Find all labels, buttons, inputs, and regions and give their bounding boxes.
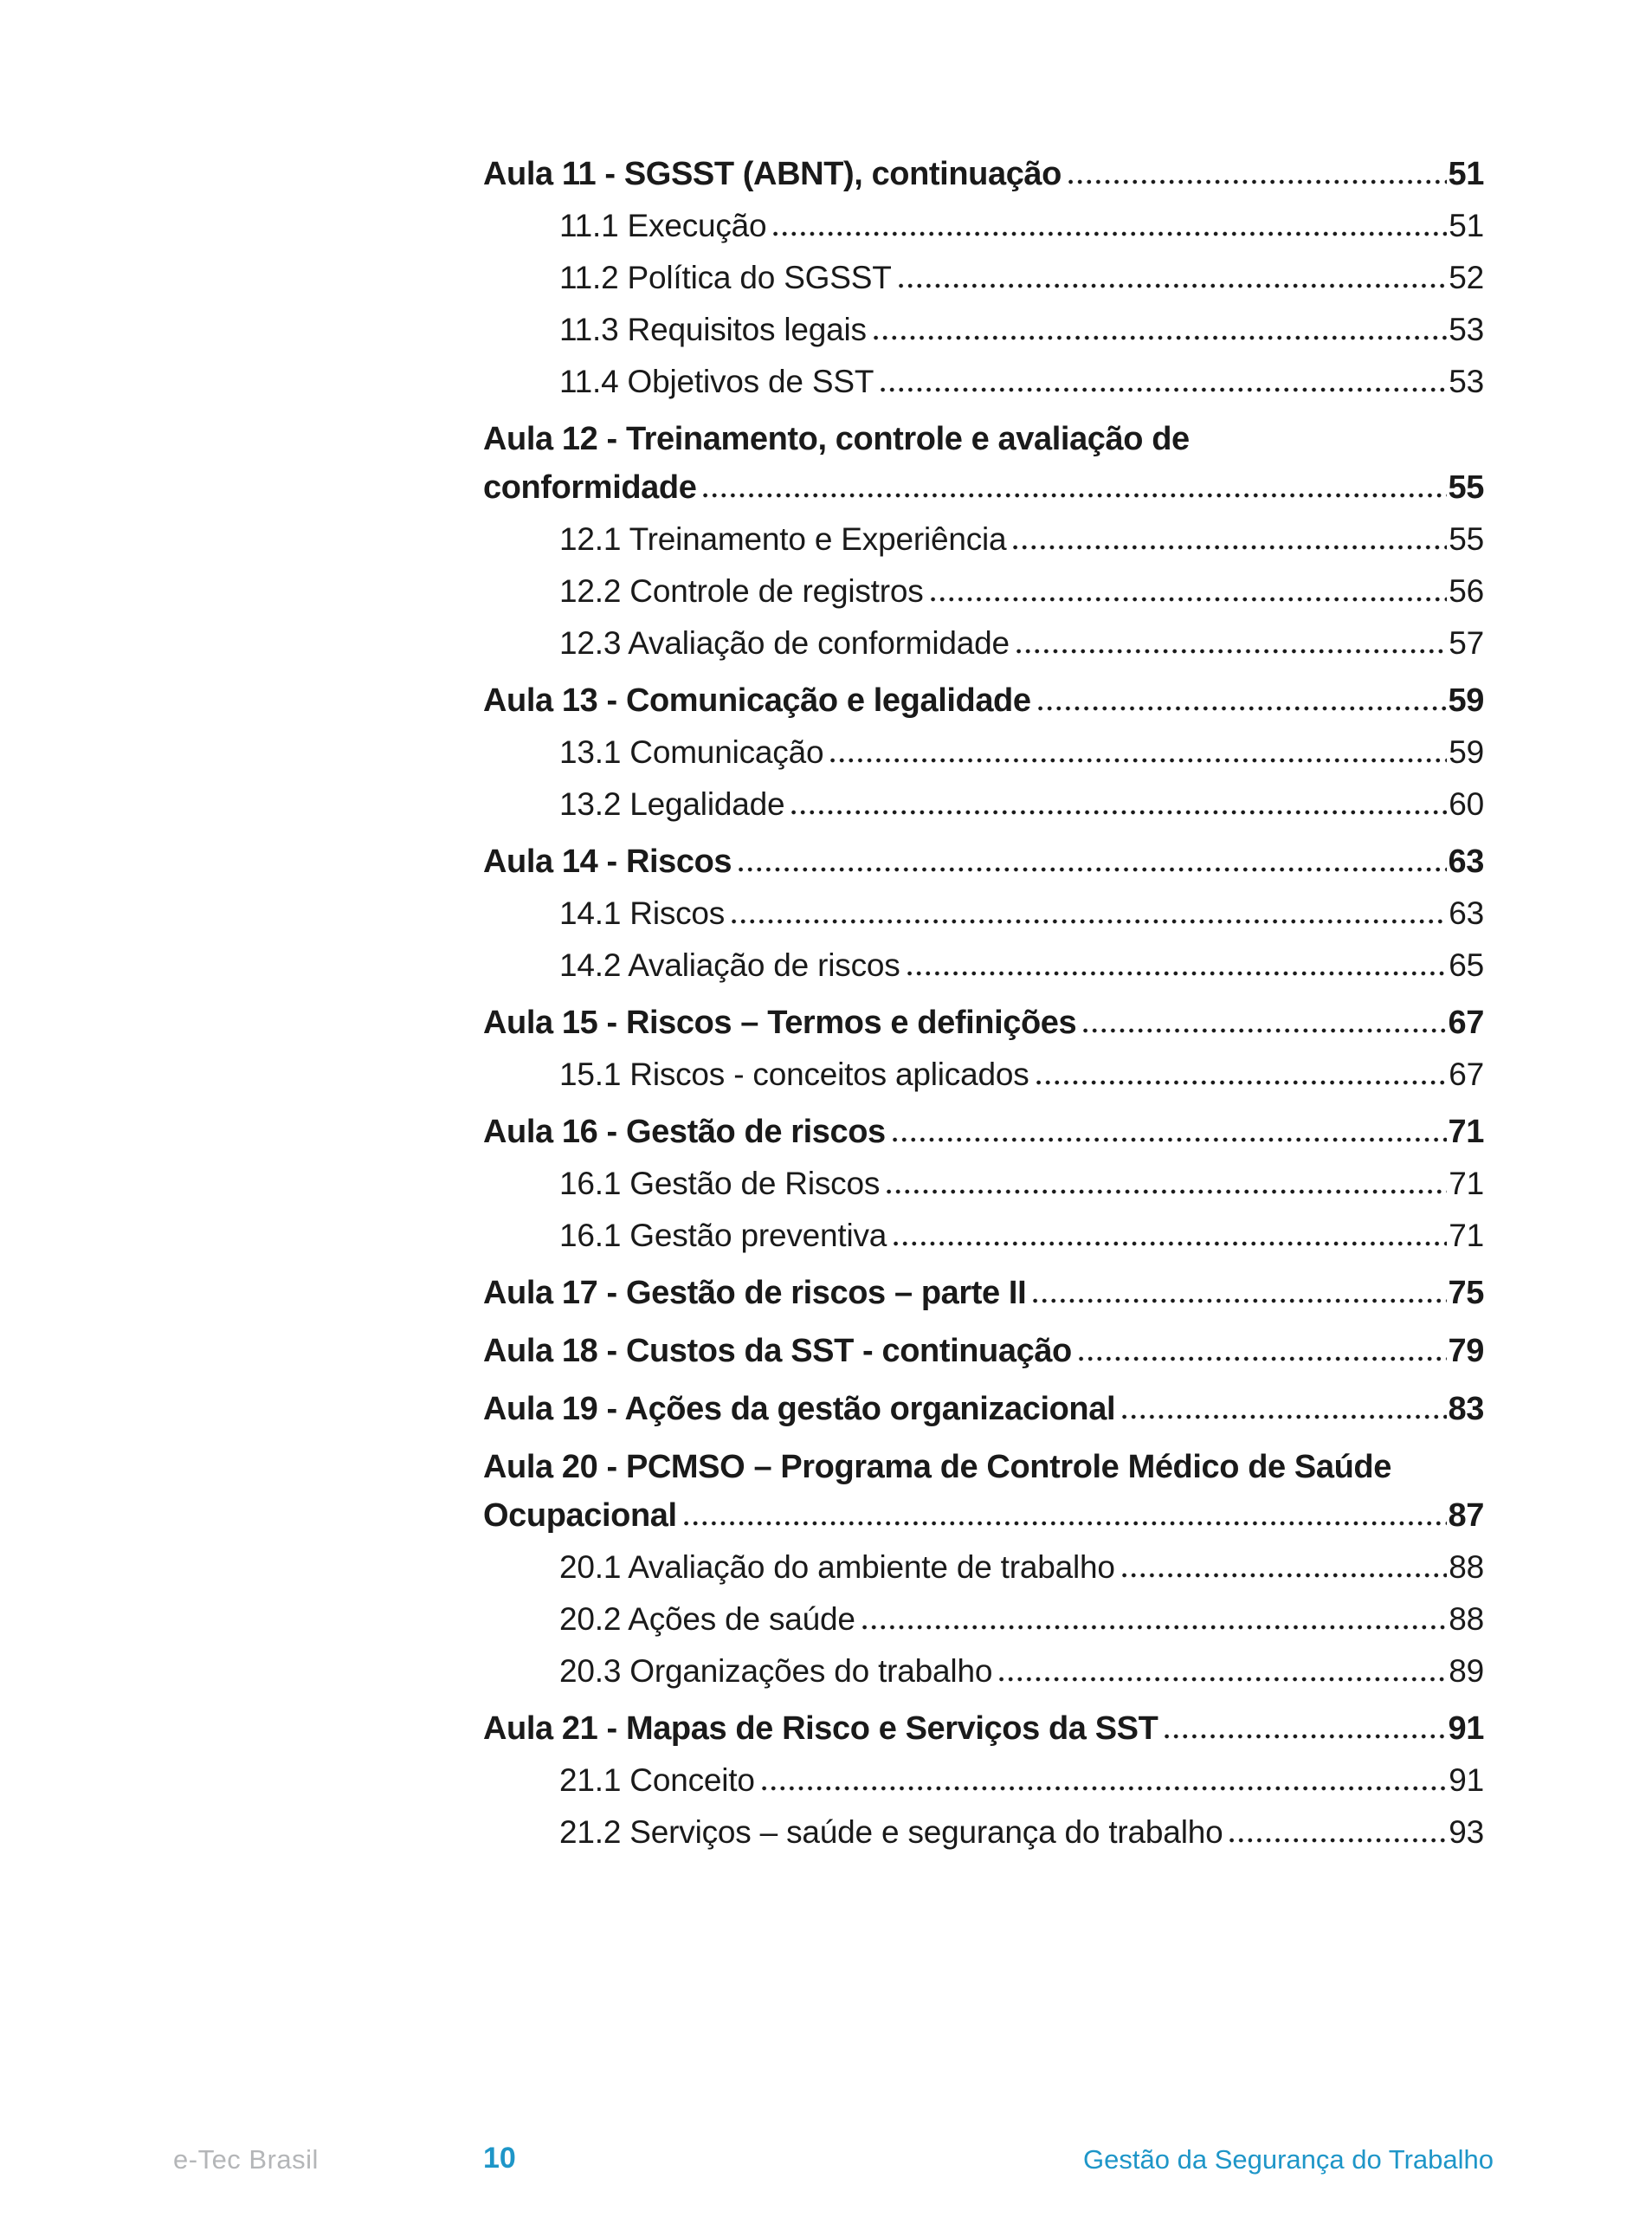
dot-leader: [881, 387, 1447, 392]
section-title: Aula 16 - Gestão de riscos: [483, 1114, 886, 1150]
page-number: 65: [1449, 947, 1484, 983]
dot-leader: [894, 1241, 1447, 1246]
course-title: Gestão da Segurança do Trabalho: [1083, 2144, 1494, 2175]
page-number: 83: [1448, 1391, 1484, 1427]
subsection-title: 20.3 Organizações do trabalho: [559, 1653, 993, 1689]
toc-section-heading: [483, 1335, 1484, 1367]
toc-subsection-row: [483, 897, 1484, 929]
toc-section-heading: [483, 158, 1484, 191]
page-number: 87: [1448, 1497, 1484, 1534]
section-title: Aula 14 - Riscos: [483, 843, 732, 880]
page-number: 71: [1449, 1166, 1484, 1201]
subsection-title: 12.2 Controle de registros: [559, 573, 924, 609]
dot-leader: [1013, 545, 1447, 550]
toc-subsection-row: [483, 736, 1484, 768]
subsection-title: 13.1 Comunicação: [559, 734, 824, 770]
subsection-title: 12.1 Treinamento e Experiência: [559, 521, 1007, 557]
toc-section: [483, 1277, 1484, 1309]
dot-leader: [1016, 649, 1447, 654]
toc-section-heading: [483, 1115, 1484, 1148]
dot-leader: [739, 867, 1446, 872]
toc-subsection-row: [483, 523, 1484, 555]
toc-subsection-row: [483, 627, 1484, 659]
page-number: 89: [1449, 1653, 1484, 1689]
page-number: 53: [1449, 364, 1484, 399]
toc-section: [483, 1393, 1484, 1425]
subsection-title: 12.3 Avaliação de conformidade: [559, 625, 1010, 661]
page-number: 91: [1448, 1710, 1484, 1747]
subsection-title: 16.1 Gestão preventiva: [559, 1218, 887, 1253]
section-title: Aula 13 - Comunicação e legalidade: [483, 682, 1031, 719]
dot-leader: [830, 758, 1447, 763]
toc-section: [483, 158, 1484, 398]
dot-leader: [887, 1189, 1447, 1194]
toc-subsection-row: [483, 365, 1484, 398]
dot-leader: [791, 810, 1447, 815]
subsection-title: 20.2 Ações de saúde: [559, 1601, 855, 1637]
dot-leader: [762, 1786, 1448, 1791]
page-number: 59: [1448, 682, 1484, 719]
subsection-title: 14.1 Riscos: [559, 895, 726, 931]
subsection-title: 11.4 Objetivos de SST: [559, 364, 874, 399]
dot-leader: [1083, 1028, 1446, 1033]
dot-leader: [999, 1677, 1447, 1682]
page-number: 63: [1449, 895, 1484, 931]
section-title: Aula 17 - Gestão de riscos – parte II: [483, 1275, 1027, 1311]
dot-leader: [907, 971, 1448, 976]
dot-leader: [1122, 1414, 1446, 1419]
toc-subsection-row: [483, 210, 1484, 242]
page-footer: [0, 2139, 1652, 2191]
page-number: 60: [1449, 786, 1484, 822]
dot-leader: [732, 919, 1447, 924]
dot-leader: [1165, 1734, 1446, 1739]
toc-section: [483, 423, 1484, 659]
page-number: 71: [1449, 1218, 1484, 1253]
page-number: 55: [1449, 521, 1484, 557]
dot-leader: [893, 1137, 1447, 1142]
section-title: conformidade: [483, 469, 697, 506]
page-number: 79: [1448, 1333, 1484, 1369]
toc-section: [483, 684, 1484, 820]
page-number: 88: [1449, 1601, 1484, 1637]
toc-section-heading: [483, 845, 1484, 878]
subsection-title: 20.1 Avaliação do ambiente de trabalho: [559, 1549, 1115, 1585]
dot-leader: [1068, 179, 1447, 184]
toc-subsection-row: [483, 1655, 1484, 1687]
dot-leader: [1079, 1356, 1447, 1361]
page-number: 71: [1448, 1114, 1484, 1150]
toc-subsection-row: [483, 949, 1484, 981]
toc-section-heading: [483, 684, 1484, 717]
page-number: 75: [1448, 1275, 1484, 1311]
section-title: Aula 18 - Custos da SST - continuação: [483, 1333, 1072, 1369]
subsection-title: 11.1 Execução: [559, 208, 767, 243]
toc-section-heading: [483, 1451, 1484, 1483]
toc-subsection-row: [483, 1603, 1484, 1635]
toc-subsection-row: [483, 1816, 1484, 1848]
page-number: 93: [1449, 1814, 1484, 1850]
toc-section-heading: [483, 471, 1484, 504]
toc-section: [483, 1115, 1484, 1251]
table-of-contents: [483, 158, 1484, 1873]
toc-section: [483, 845, 1484, 981]
page-number: 51: [1448, 156, 1484, 192]
toc-section-heading: [483, 1499, 1484, 1532]
page-number: 55: [1448, 469, 1484, 506]
dot-leader: [703, 493, 1446, 498]
toc-section: [483, 1451, 1484, 1687]
subsection-title: 21.2 Serviços – saúde e segurança do trabalho: [559, 1814, 1223, 1850]
subsection-title: 13.2 Legalidade: [559, 786, 785, 822]
subsection-title: 14.2 Avaliação de riscos: [559, 947, 900, 983]
page-number: 88: [1449, 1549, 1484, 1585]
section-title: Aula 11 - SGSST (ABNT), continuação: [483, 156, 1062, 192]
dot-leader: [899, 283, 1448, 288]
section-title: Aula 21 - Mapas de Risco e Serviços da SST: [483, 1710, 1158, 1747]
toc-subsection-row: [483, 788, 1484, 820]
subsection-title: 11.3 Requisitos legais: [559, 312, 867, 347]
page-number: 91: [1449, 1762, 1484, 1798]
toc-subsection-row: [483, 1219, 1484, 1251]
dot-leader: [874, 335, 1447, 340]
toc-section: [483, 1006, 1484, 1090]
section-title: Aula 19 - Ações da gestão organizacional: [483, 1391, 1116, 1427]
etec-brasil-brand: e-Tec Brasil: [173, 2144, 319, 2175]
page-number: 56: [1449, 573, 1484, 609]
dot-leader: [1036, 1080, 1448, 1085]
dot-leader: [1229, 1838, 1447, 1843]
subsection-title: 16.1 Gestão de Riscos: [559, 1166, 881, 1201]
dot-leader: [1033, 1298, 1446, 1303]
toc-section-heading: [483, 423, 1484, 456]
page-number: 59: [1449, 734, 1484, 770]
toc-section: [483, 1712, 1484, 1848]
page-number: 67: [1448, 1005, 1484, 1041]
dot-leader: [862, 1625, 1447, 1630]
toc-subsection-row: [483, 1764, 1484, 1796]
page-number: 53: [1449, 312, 1484, 347]
toc-subsection-row: [483, 1058, 1484, 1090]
section-title: Aula 15 - Riscos – Termos e definições: [483, 1005, 1077, 1041]
page-number: 63: [1448, 843, 1484, 880]
dot-leader: [1122, 1573, 1447, 1578]
toc-section-heading: [483, 1006, 1484, 1039]
page-number: 67: [1449, 1057, 1484, 1092]
page-number: 57: [1449, 625, 1484, 661]
page-number: 51: [1449, 208, 1484, 243]
toc-subsection-row: [483, 262, 1484, 294]
toc-section: [483, 1335, 1484, 1367]
toc-subsection-row: [483, 575, 1484, 607]
toc-subsection-row: [483, 1167, 1484, 1199]
current-page-number: 10: [483, 2142, 516, 2175]
dot-leader: [773, 231, 1447, 236]
toc-section-heading: [483, 1277, 1484, 1309]
section-title: Aula 20 - PCMSO – Programa de Controle Médico de Saúde: [483, 1449, 1391, 1485]
dot-leader: [684, 1521, 1447, 1526]
dot-leader: [1038, 706, 1447, 711]
subsection-title: 21.1 Conceito: [559, 1762, 755, 1798]
toc-subsection-row: [483, 1551, 1484, 1583]
subsection-title: 15.1 Riscos - conceitos aplicados: [559, 1057, 1029, 1092]
toc-section-heading: [483, 1393, 1484, 1425]
page-number: 52: [1449, 260, 1484, 295]
dot-leader: [931, 597, 1448, 602]
section-title: Aula 12 - Treinamento, controle e avaliação de: [483, 421, 1190, 457]
toc-subsection-row: [483, 313, 1484, 346]
section-title: Ocupacional: [483, 1497, 677, 1534]
toc-section-heading: [483, 1712, 1484, 1745]
subsection-title: 11.2 Política do SGSST: [559, 260, 892, 295]
